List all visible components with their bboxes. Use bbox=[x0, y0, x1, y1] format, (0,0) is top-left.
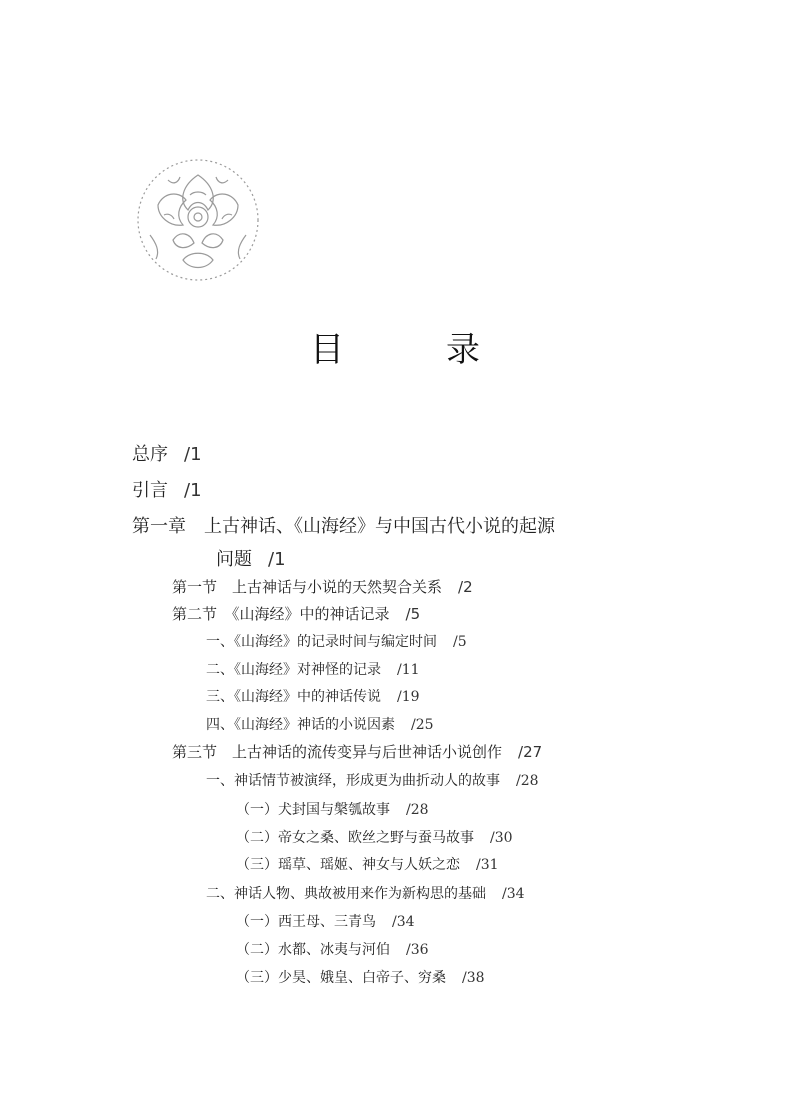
toc-subsection[interactable] bbox=[206, 635, 467, 649]
toc-entry-page: /1 bbox=[184, 444, 202, 465]
toc-entry-page: /25 bbox=[411, 717, 434, 733]
toc-entry-page: /5 bbox=[405, 605, 421, 623]
toc-section[interactable] bbox=[172, 607, 420, 622]
toc-item[interactable] bbox=[236, 803, 429, 817]
toc-entry-text: （二）帝女之桑、欧丝之野与蚕马故事 bbox=[236, 830, 474, 846]
toc-entry-page: /1 bbox=[184, 480, 202, 501]
toc-section[interactable] bbox=[172, 580, 473, 595]
toc-entry-page: /27 bbox=[518, 743, 543, 761]
toc-chapter-continued[interactable] bbox=[216, 551, 286, 569]
toc-entry-text: （一）西王母、三青鸟 bbox=[236, 914, 376, 930]
toc-subsection[interactable] bbox=[206, 774, 539, 788]
toc-section[interactable] bbox=[172, 745, 542, 760]
toc-entry-text: 引言 bbox=[132, 480, 168, 501]
floral-medallion-icon bbox=[128, 155, 268, 285]
toc-entry-page: /19 bbox=[397, 689, 420, 705]
toc-entry-page: /28 bbox=[516, 773, 539, 789]
toc-entry-text: （二）水都、冰夷与河伯 bbox=[236, 942, 390, 958]
toc-entry-text: 第一节 上古神话与小说的天然契合关系 bbox=[172, 578, 443, 596]
toc-subsection[interactable] bbox=[206, 690, 420, 704]
toc-entry-text: 第二节 《山海经》中的神话记录 bbox=[172, 605, 390, 623]
toc-entry-page: /1 bbox=[268, 549, 286, 570]
toc-entry-text: 一、《山海经》的记录时间与编定时间 bbox=[206, 634, 437, 650]
toc-entry[interactable] bbox=[132, 446, 202, 464]
toc-entry-page: /28 bbox=[406, 802, 429, 818]
toc-entry-page: /36 bbox=[406, 942, 429, 958]
toc-entry-page: /38 bbox=[462, 970, 485, 986]
toc-entry-page: /31 bbox=[476, 857, 499, 873]
toc-entry-text: 第一章 上古神话、《山海经》与中国古代小说的起源 bbox=[132, 516, 555, 537]
toc-entry-page: /30 bbox=[490, 830, 513, 846]
toc-entry-page: /11 bbox=[397, 662, 420, 678]
toc-entry-text: （一）犬封国与槃瓠故事 bbox=[236, 802, 390, 818]
toc-entry-page: /5 bbox=[453, 634, 467, 650]
toc-item[interactable] bbox=[236, 971, 485, 985]
toc-entry-text: （三）瑶草、瑶姬、神女与人妖之恋 bbox=[236, 857, 460, 873]
toc-entry-text: （三）少昊、娥皇、白帝子、穷桑 bbox=[236, 970, 446, 986]
toc-chapter[interactable] bbox=[132, 518, 555, 536]
toc-entry-text: 问题 bbox=[216, 549, 252, 570]
toc-entry-page: /34 bbox=[392, 914, 415, 930]
toc-subsection[interactable] bbox=[206, 887, 525, 901]
toc-entry-text: 第三节 上古神话的流传变异与后世神话小说创作 bbox=[172, 743, 503, 761]
toc-subsection[interactable] bbox=[206, 663, 420, 677]
toc-entry-text: 总序 bbox=[132, 444, 168, 465]
toc-entry[interactable] bbox=[132, 482, 202, 500]
toc-item[interactable] bbox=[236, 943, 429, 957]
toc-entry-text: 四、《山海经》神话的小说因素 bbox=[206, 717, 395, 733]
toc-entry-text: 一、神话情节被演绎，形成更为曲折动人的故事 bbox=[206, 773, 500, 789]
toc-entry-text: 二、神话人物、典故被用来作为新构思的基础 bbox=[206, 886, 486, 902]
toc-item[interactable] bbox=[236, 831, 513, 845]
toc-item[interactable] bbox=[236, 858, 499, 872]
page-title: 目 录 bbox=[310, 330, 514, 370]
toc-entry-text: 三、《山海经》中的神话传说 bbox=[206, 689, 381, 705]
toc-entry-text: 二、《山海经》对神怪的记录 bbox=[206, 662, 381, 678]
toc-entry-page: /34 bbox=[502, 886, 525, 902]
toc-item[interactable] bbox=[236, 915, 415, 929]
toc-entry-page: /2 bbox=[458, 578, 473, 596]
toc-subsection[interactable] bbox=[206, 718, 434, 732]
